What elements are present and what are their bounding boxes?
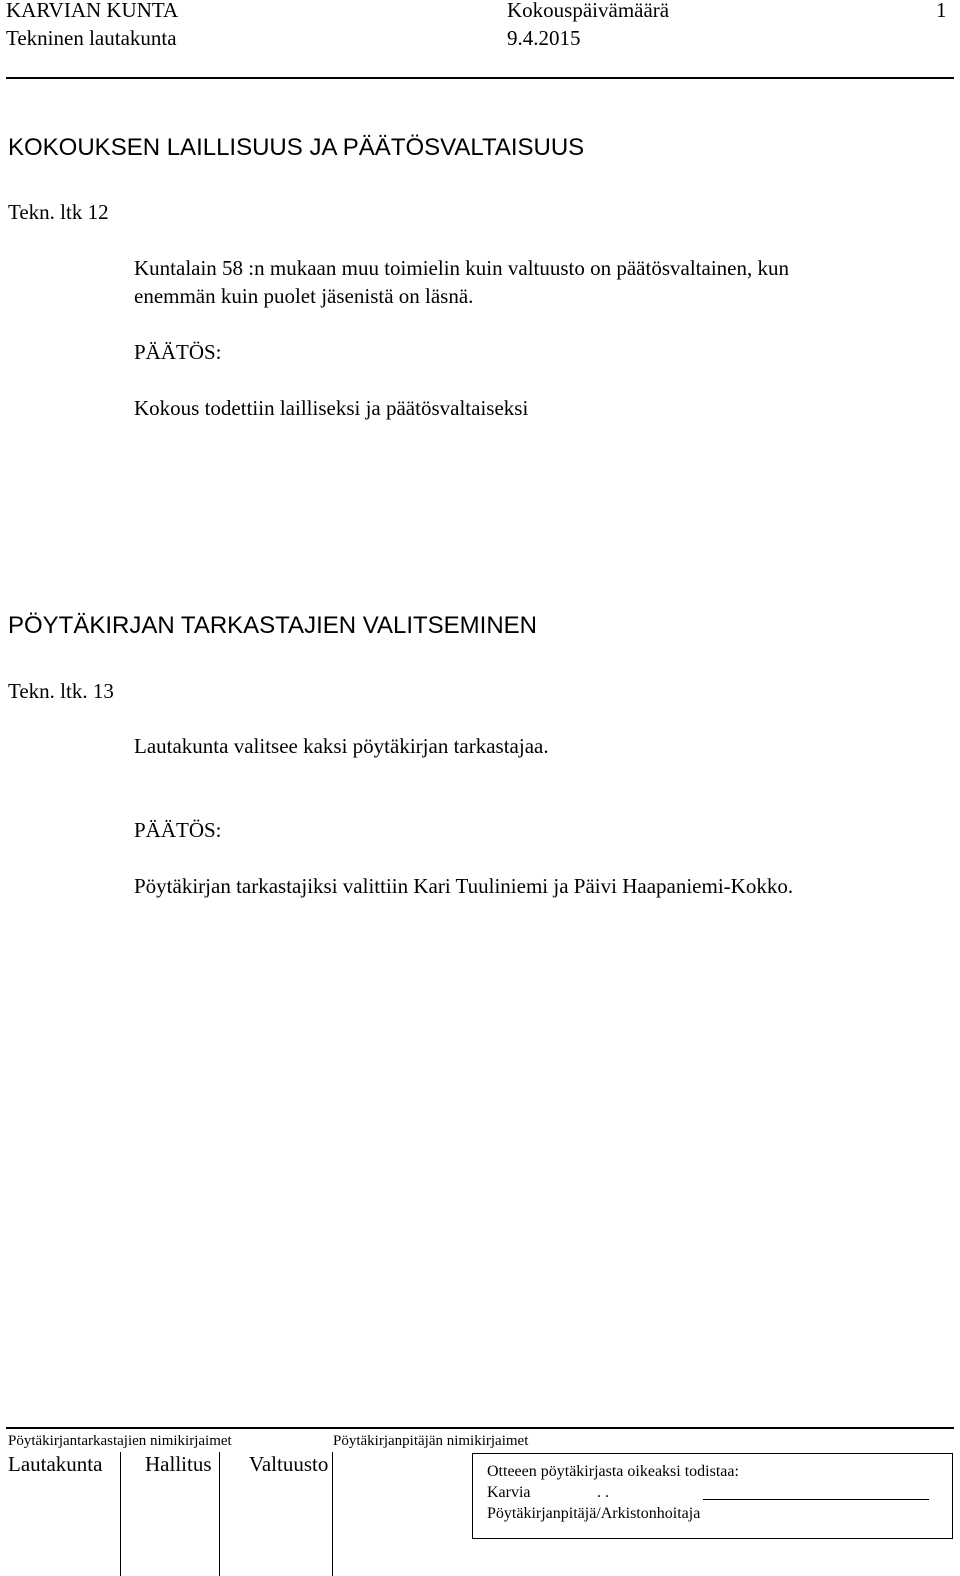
legality-paragraph-line1: Kuntalain 58 :n mukaan muu toimielin kuin valtuusto on päätösvaltainen, kun xyxy=(134,256,789,280)
column-valtuusto: Valtuusto xyxy=(249,1452,329,1476)
certification-role: Pöytäkirjanpitäjä/Arkistonhoitaja xyxy=(487,1505,701,1522)
legality-paragraph-line2: enemmän kuin puolet jäsenistä on läsnä. xyxy=(134,284,474,308)
section-title-legality: KOKOUKSEN LAILLISUUS JA PÄÄTÖSVALTAISUUS xyxy=(8,134,585,161)
decision-label: PÄÄTÖS: xyxy=(134,818,222,842)
inspectors-initials-label: Pöytäkirjantarkastajien nimikirjaimet xyxy=(8,1433,232,1449)
footer-divider xyxy=(6,1427,954,1429)
section-reference-12: Tekn. ltk 12 xyxy=(8,200,109,224)
column-lautakunta: Lautakunta xyxy=(8,1452,103,1476)
keeper-initials-label: Pöytäkirjanpitäjän nimikirjaimet xyxy=(333,1433,529,1449)
meeting-date-label: Kokouspäivämäärä xyxy=(507,0,670,22)
signature-line xyxy=(703,1499,929,1500)
municipality-name: KARVIAN KUNTA xyxy=(6,0,179,22)
certification-date-placeholder: . . xyxy=(597,1484,609,1501)
column-divider xyxy=(219,1452,220,1576)
decision-label: PÄÄTÖS: xyxy=(134,340,222,364)
certification-box xyxy=(472,1453,953,1539)
section-title-inspectors: PÖYTÄKIRJAN TARKASTAJIEN VALITSEMINEN xyxy=(8,612,537,639)
meeting-date: 9.4.2015 xyxy=(507,26,581,50)
column-divider xyxy=(332,1452,333,1576)
committee-name: Tekninen lautakunta xyxy=(6,26,177,50)
decision-text: Kokous todettiin lailliseksi ja päätösvaltaiseksi xyxy=(134,396,529,420)
certification-place: Karvia xyxy=(487,1484,531,1501)
certification-statement: Otteeen pöytäkirjasta oikeaksi todistaa: xyxy=(487,1463,739,1480)
column-hallitus: Hallitus xyxy=(145,1452,212,1476)
page-number: 1 xyxy=(936,0,947,22)
inspectors-paragraph: Lautakunta valitsee kaksi pöytäkirjan tarkastajaa. xyxy=(134,734,549,758)
section-reference-13: Tekn. ltk. 13 xyxy=(8,679,114,703)
decision-text: Pöytäkirjan tarkastajiksi valittiin Kari Tuuliniemi ja Päivi Haapaniemi-Kokko. xyxy=(134,874,794,898)
header-divider xyxy=(6,77,954,79)
column-divider xyxy=(120,1452,121,1576)
